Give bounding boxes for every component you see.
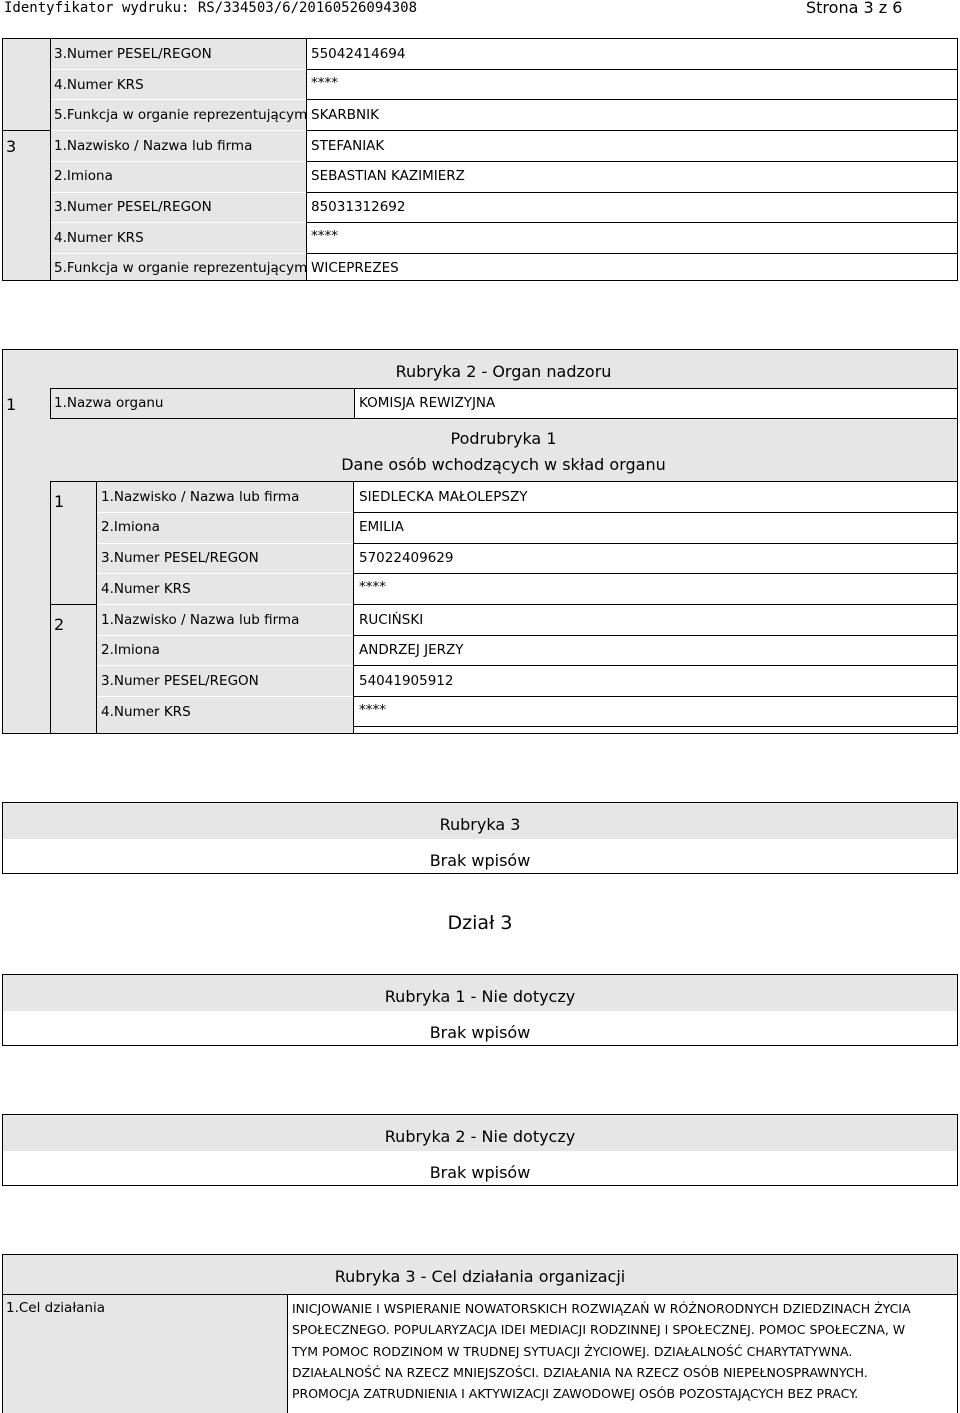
- field-value: KOMISJA REWIZYJNA: [359, 395, 496, 411]
- field-label: 1.Nazwisko / Nazwa lub firma: [101, 612, 300, 628]
- field-value: ****: [359, 702, 386, 718]
- member-index: 2: [54, 615, 65, 634]
- purpose-line: PROMOCJA ZATRUDNIENIA I AKTYWIZACJI ZAWODOWEJ OSÓB POZOSTAJĄCYCH BEZ PRACY.: [292, 1386, 859, 1402]
- field-value: WICEPREZES: [311, 260, 399, 276]
- field-value: ****: [359, 579, 386, 595]
- field-label: 3.Numer PESEL/REGON: [101, 673, 259, 689]
- empty-note: Brak wpisów: [429, 851, 531, 870]
- purpose-line: SPOŁECZNEGO. POPULARYZACJA IDEI MEDIACJI RODZINNEJ I SPOŁECZNEJ. POMOC SPOŁECZNA, W: [292, 1322, 906, 1338]
- field-label: 4.Numer KRS: [101, 581, 191, 597]
- field-label: 3.Numer PESEL/REGON: [54, 199, 212, 215]
- purpose-line: INICJOWANIE I WSPIERANIE NOWATORSKICH ROZWIĄZAŃ W RÓŻNORODNYCH DZIEDZINACH ŻYCIA: [292, 1301, 911, 1316]
- empty-note: Brak wpisów: [429, 1023, 531, 1042]
- section-title: Rubryka 3 - Cel działania organizacji: [334, 1267, 626, 1286]
- section-title: Rubryka 2 - Nie dotyczy: [384, 1127, 576, 1146]
- entry-index: 3: [6, 137, 17, 156]
- field-value: 85031312692: [311, 199, 406, 215]
- field-label: 1.Nazwa organu: [54, 395, 164, 411]
- section-title: Rubryka 2 - Organ nadzoru: [395, 362, 612, 381]
- field-label: 4.Numer KRS: [101, 704, 191, 720]
- page-number: Strona 3 z 6: [806, 0, 903, 17]
- purpose-line: DZIAŁALNOŚĆ NA RZECZ MNIEJSZOŚCI. DZIAŁANIA NA RZECZ OSÓB NIEPEŁNOSPRAWNYCH.: [292, 1364, 868, 1380]
- purpose-text: [292, 1298, 911, 1404]
- field-value: SKARBNIK: [311, 107, 379, 123]
- subsection-subtitle: Dane osób wchodzących w skład organu: [341, 455, 666, 474]
- field-value: 57022409629: [359, 550, 454, 566]
- field-label: 4.Numer KRS: [54, 77, 144, 93]
- member-index: 1: [54, 492, 65, 511]
- field-value: SEBASTIAN KAZIMIERZ: [311, 168, 465, 184]
- field-value: ANDRZEJ JERZY: [359, 642, 464, 658]
- field-value: RUCIŃSKI: [359, 612, 424, 628]
- empty-note: Brak wpisów: [429, 1163, 531, 1182]
- field-value: 55042414694: [311, 46, 406, 62]
- division-title: Dział 3: [447, 912, 513, 934]
- field-value: 54041905912: [359, 673, 454, 689]
- field-label: 1.Nazwisko / Nazwa lub firma: [54, 138, 253, 154]
- subsection-title: Podrubryka 1: [450, 429, 557, 448]
- entry-index: 1: [6, 395, 17, 414]
- field-value: STEFANIAK: [311, 138, 385, 154]
- field-label: 5.Funkcja w organie reprezentującym: [54, 107, 308, 123]
- field-value: ****: [311, 228, 338, 244]
- purpose-line: TYM POMOC RODZINOM W TRUDNEJ SYTUACJI ŻYCIOWEJ. DZIAŁALNOŚĆ CHARYTATYWNA.: [292, 1343, 853, 1359]
- field-label: 4.Numer KRS: [54, 230, 144, 246]
- section-title: Rubryka 3: [439, 815, 521, 834]
- print-identifier: Identyfikator wydruku: RS/334503/6/20160526094308: [4, 0, 418, 16]
- top-left-gutter: [2, 38, 50, 281]
- field-value: EMILIA: [359, 519, 404, 535]
- field-label: 2.Imiona: [101, 519, 160, 535]
- field-value: SIEDLECKA MAŁOLEPSZY: [359, 489, 528, 505]
- field-label: 2.Imiona: [101, 642, 160, 658]
- field-label: 3.Numer PESEL/REGON: [101, 550, 259, 566]
- field-label: 1.Cel działania: [6, 1300, 106, 1316]
- field-label: 5.Funkcja w organie reprezentującym: [54, 260, 308, 276]
- field-value: ****: [311, 75, 338, 91]
- field-label: 3.Numer PESEL/REGON: [54, 46, 212, 62]
- field-label: 1.Nazwisko / Nazwa lub firma: [101, 489, 300, 505]
- field-label: 2.Imiona: [54, 168, 113, 184]
- section-title: Rubryka 1 - Nie dotyczy: [384, 987, 576, 1006]
